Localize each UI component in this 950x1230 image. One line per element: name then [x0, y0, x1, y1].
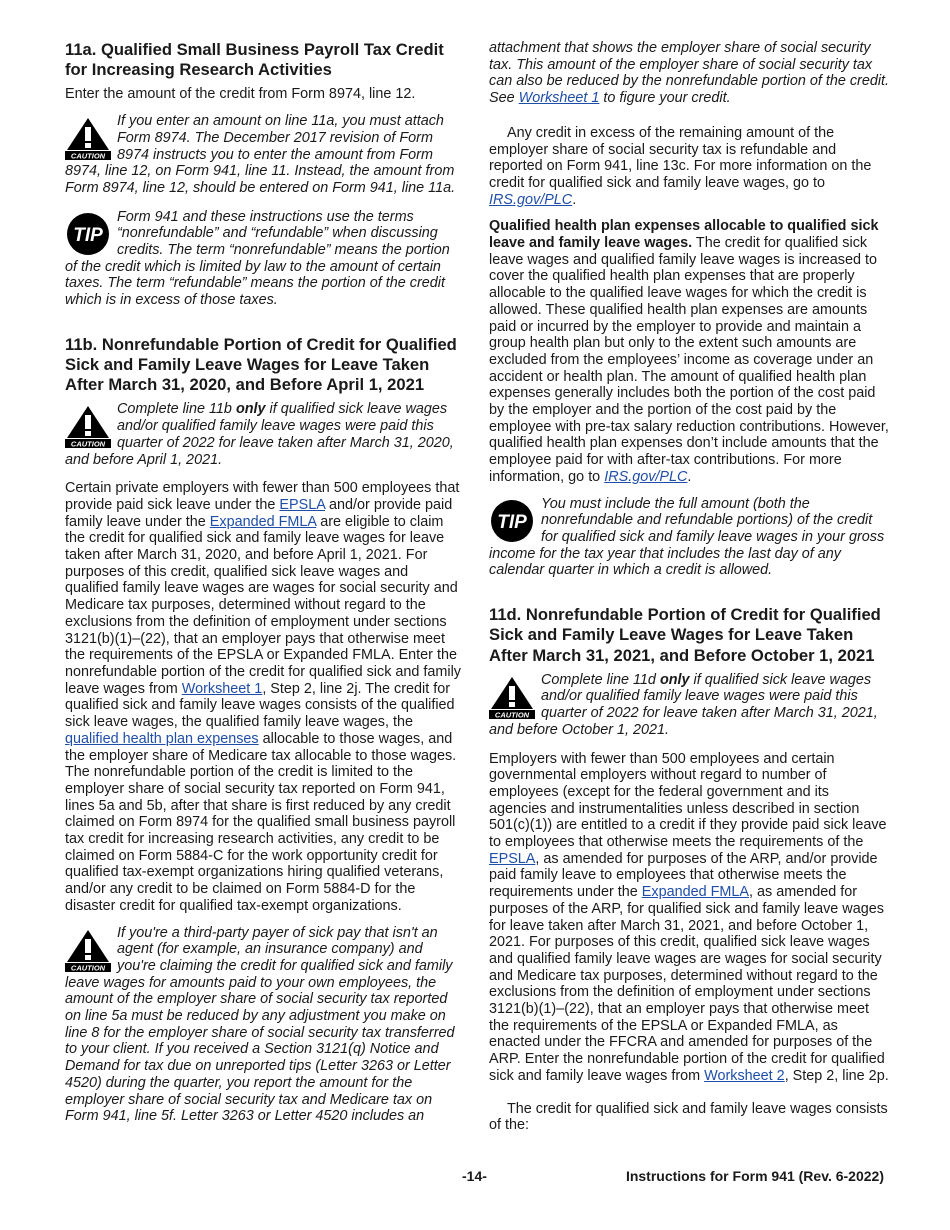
- para-health-plan: [489, 218, 889, 485]
- caution-11d-pre: Complete line 11d: [541, 671, 660, 688]
- caution-icon: [489, 675, 535, 719]
- caution-text-11a: If you enter an amount on line 11a, you must attach Form 8974. The December 2017 revision of Form 8974 instructs you to enter the amount from Form 8974, line 12, on Form 941, line 11. Instead, the amount from Form 8974, line 12, should be entered on Form 941, line 11a.: [65, 113, 456, 196]
- link-epsla[interactable]: EPSLA: [279, 496, 326, 513]
- para-11b-text-4: , Step 2, line 2j. The credit for qualified sick and family leave wages consists of the qualified sick leave wages, the qualified family leave wages, the: [65, 680, 455, 731]
- caution-note-11a: [65, 113, 463, 197]
- para-continued-caution: [489, 40, 889, 107]
- health-text-1: The credit for qualified sick leave wages and qualified family leave wages is increased to cover the qualified health plan expenses that are properly allocable to the qualified leave wages for which the credit is allowed. These qualified health plan expenses are amounts paid or incurred by the employer to provide and maintain a group health plan but only to the extent such amounts are excluded from the employees’ income as coverage under an accident or health plan. The amount of qualified health plan expenses generally includes both the portion of the cost paid by the employer and the portion of the cost paid by the employee with pre-tax salary reduction contributions. However, qualified health plan expenses don’t include amounts that the employee paid for with after-tax contributions. For more information, go to: [489, 235, 889, 485]
- caution-icon-label: CAUTION: [494, 710, 530, 719]
- para-credit-consists: The credit for qualified sick and family leave wages consists of the:: [489, 1100, 888, 1134]
- right-column: [489, 40, 889, 1134]
- page-number: -14-: [462, 1168, 487, 1184]
- para-11d-text-2: , as amended for purposes of the ARP, and/or provide paid family leave to employees that otherwise meets the requirements under the: [489, 850, 878, 901]
- link-worksheet-2[interactable]: Worksheet 2: [704, 1067, 785, 1084]
- tip-note-11a: [65, 209, 463, 309]
- caution-text-third-party: If you're a third-party payer of sick pay that isn't an agent (for example, an insurance company) and you're claiming the credit for qualified sick and family leave wages for amounts paid to your own employees, the amount of the employer share of social security tax reported on line 5a must be reduced by any adjustment you make on line 8 for the employer share of social security tax transferred to your client. If you received a Section 3121(q) Notice and Demand for tax due on unreported tips (Letter 3263 or Letter 4520) during the quarter, you report the amount for the employer share of social security tax and Medicare tax on Form 941, line 5f. Letter 3263 or Letter 4520 includes an: [65, 924, 455, 1125]
- link-irs-plc[interactable]: IRS.gov/PLC: [489, 191, 573, 208]
- para-11d-body: [489, 751, 889, 1085]
- caution-icon-label: CAUTION: [70, 963, 106, 972]
- tip-note-gross-income: [489, 496, 889, 580]
- heading-11b: 11b. Nonrefundable Portion of Credit for Qualified Sick and Family Leave Wages for Leave Taken After March 31, 2020, and Before April 1, 2021: [65, 334, 457, 395]
- caution-11b-post: if qualified sick leave wages and/or qualified family leave wages were paid this quarter of 2022 for leave taken after March 31, 2020, and before April 1, 2021.: [65, 401, 454, 468]
- left-column: [65, 40, 463, 1137]
- caution-11b-pre: Complete line 11b: [117, 401, 236, 418]
- link-expanded-fmla[interactable]: Expanded FMLA: [209, 513, 317, 530]
- caution-icon: [65, 928, 111, 972]
- health-text-2: .: [687, 468, 692, 485]
- para-11b-text-2: and/or provide paid family leave under the: [65, 496, 453, 530]
- caution-11d-only: only: [659, 671, 690, 688]
- link-expanded-fmla[interactable]: Expanded FMLA: [641, 884, 749, 901]
- caution-note-11d: [489, 672, 889, 739]
- link-epsla[interactable]: EPSLA: [489, 850, 536, 867]
- caution-11b-only: only: [235, 401, 266, 418]
- para-11d-text-4: , Step 2, line 2p.: [784, 1067, 889, 1084]
- form-reference: Instructions for Form 941 (Rev. 6-2022): [625, 1168, 884, 1184]
- tip-icon-label: TIP: [497, 511, 527, 533]
- link-worksheet-1[interactable]: Worksheet 1: [518, 90, 600, 107]
- caution-11d-post: if qualified sick leave wages and/or qualified family leave wages were paid this quarter of 2022 for leave taken after March 31, 2021, and before October 1, 2021.: [489, 671, 878, 738]
- excess-text-2: .: [572, 191, 577, 208]
- link-qualified-health-plan-expenses[interactable]: qualified health plan expenses: [65, 730, 259, 747]
- para-11b-text-1: Certain private employers with fewer than 500 employees that provide paid sick leave under the: [65, 480, 460, 513]
- cont-text-2: to figure your credit.: [599, 90, 731, 107]
- caution-icon-label: CAUTION: [70, 439, 106, 449]
- para-excess-credit: [489, 125, 889, 209]
- health-plan-lead: Qualified health plan expenses allocable to qualified sick leave and family leave wages.: [489, 218, 879, 252]
- link-worksheet-1[interactable]: Worksheet 1: [181, 680, 263, 697]
- tip-icon: [65, 212, 111, 256]
- para-11d-text-3: , as amended for purposes of the ARP, for qualified sick and family leave wages for leave taken after March 31, 2021, and before October 1, 2021. For purposes of this credit, qualified sick leave wages and qualified family leave wages are wages for social security and Medicare tax purposes, determined without regard to the exclusions from the definition of employment under sections 3121(b)(1)–(22), that an employer pays that otherwise meet the requirements of the EPSLA or Expanded FMLA, as enacted under the FFCRA and amended for purposes of the ARP. Enter the nonrefundable portion of the credit for qualified sick and family leave wages from: [489, 884, 885, 1084]
- tip-icon-label: TIP: [73, 224, 103, 246]
- heading-11d: 11d. Nonrefundable Portion of Credit for Qualified Sick and Family Leave Wages for Leave Taken After March 31, 2021, and Before October 1, 2021: [489, 605, 881, 665]
- heading-11a: 11a. Qualified Small Business Payroll Tax Credit for Increasing Research Activities: [65, 40, 444, 80]
- tip-text-gross-income: You must include the full amount (both the nonrefundable and refundable portions) of the credit for qualified sick and family leave wages in your gross income for the tax year that includes the last day of any calendar quarter in which a credit is allowed.: [489, 495, 885, 579]
- caution-note-third-party: [65, 925, 463, 1125]
- caution-icon: [65, 116, 111, 160]
- para-11b-text-5: allocable to those wages, and the employer share of Medicare tax allocable to those wages. The nonrefundable portion of the credit is limited to the employer share of social security tax reported on Form 941, lines 5a and 5b, after that share is first reduced by any credit claimed on Form 8974 for the qualified small business payroll tax credit for increasing research activities, any credit to be claimed on Form 5884-C for the work opportunity credit for qualified tax-exempt organizations hiring qualified veterans, and/or any credit to be claimed on Form 5884-D for the disaster credit for qualified tax-exempt organizations.: [65, 730, 457, 914]
- caution-icon: [65, 404, 111, 448]
- caution-note-11b: [65, 401, 463, 468]
- excess-text-1: Any credit in excess of the remaining amount of the employer share of social security tax is refundable and reported on Form 941, line 13c. For more information on the credit for qualified sick and family leave wages, go to: [489, 124, 872, 191]
- para-11b-text-3: are eligible to claim the credit for qualified sick and family leave wages for leave taken after March 31, 2020, and before April 1, 2021. For purposes of this credit, qualified sick leave wages and qualified family leave wages are wages for social security and Medicare tax purposes, determined without regard to the exclusions from the definition of employment under sections 3121(b)(1)–(22), that an employer pays that otherwise meet the requirements of the EPSLA or Expanded FMLA. Enter the nonrefundable portion of the credit for qualified sick and family leave wages from: [65, 513, 461, 697]
- para-11b-body: [65, 480, 463, 914]
- caution-icon-label: CAUTION: [70, 151, 106, 161]
- link-irs-plc[interactable]: IRS.gov/PLC: [604, 468, 688, 485]
- para-11d-text-1: Employers with fewer than 500 employees and certain governmental employers without regard to number of employees (except for the federal government and its agencies and instrumentalities unless described in section 501(c)(1)) are entitled to a credit if they provide paid sick leave to employees that otherwise meets the requirements of the: [489, 750, 887, 851]
- cont-text-1: attachment that shows the employer share of social security tax. This amount of the employer share of social security tax can also be reduced by the nonrefundable portion of the credit. See: [489, 40, 890, 107]
- tip-icon: [489, 499, 535, 543]
- tip-text-11a: Form 941 and these instructions use the terms “nonrefundable” and “refundable” when discussing credits. The term “nonrefundable” means the portion of the credit which is limited by law to the amount of certain taxes. The term “refundable” means the portion of the credit which is in excess of those taxes.: [65, 208, 450, 309]
- para-11a-intro: Enter the amount of the credit from Form 8974, line 12.: [65, 86, 416, 103]
